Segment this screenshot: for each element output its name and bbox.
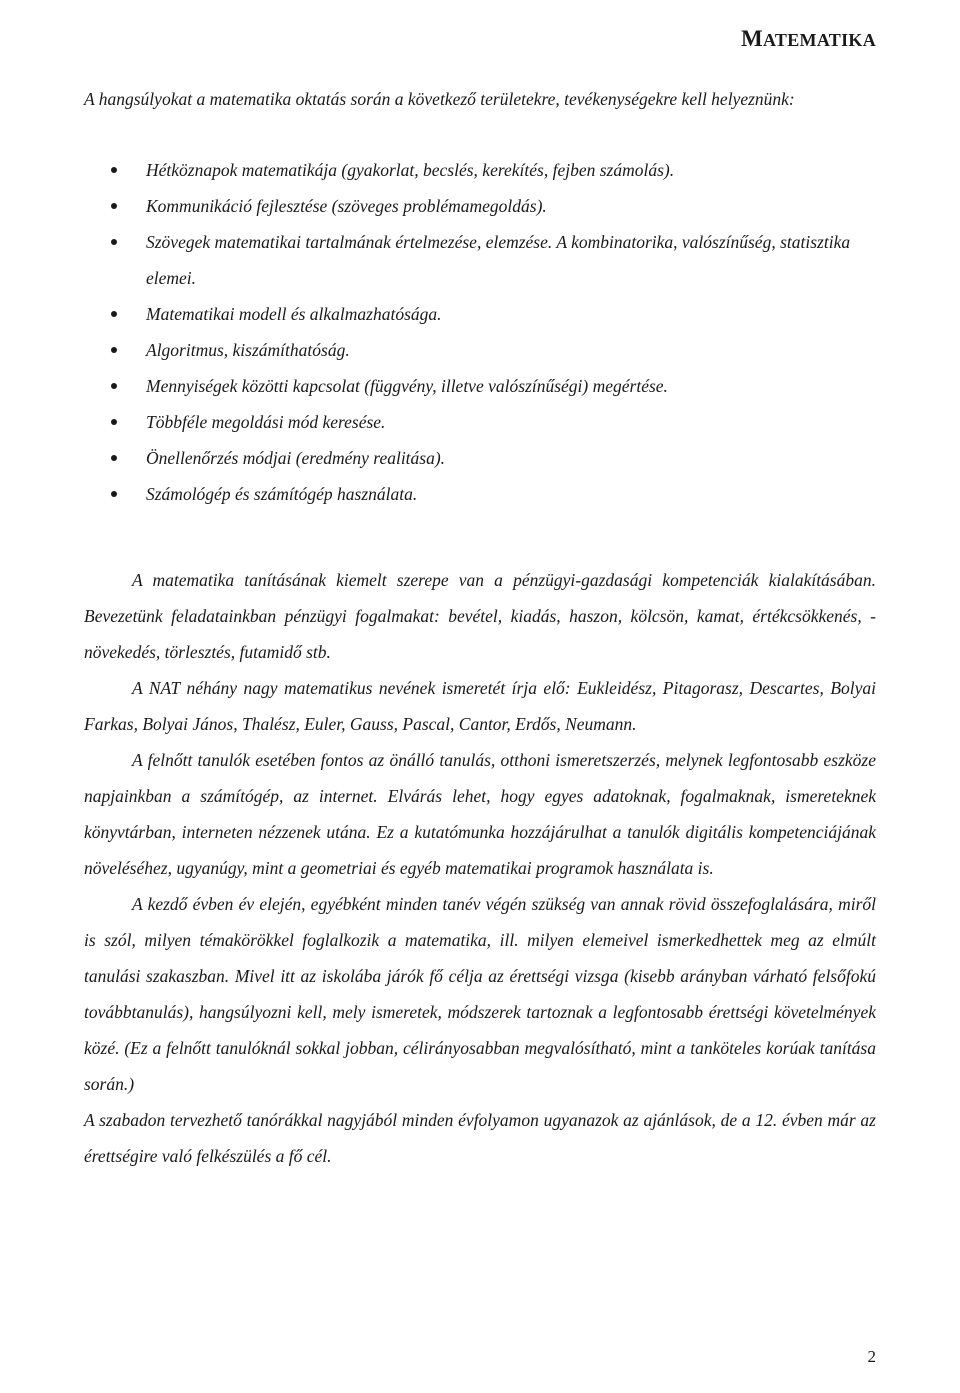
list-item-text: Kommunikáció fejlesztése (szöveges problémamegoldás). (146, 196, 547, 216)
list-item (84, 476, 876, 512)
list-item (84, 332, 876, 368)
list-item (84, 188, 876, 224)
paragraph-adult-learners: A felnőtt tanulók esetében fontos az önálló tanulás, otthoni ismeretszerzés, melynek legfontosabb eszköze napjainkban a számítógép, az internet. Elvárás lehet, hogy egyes adatoknak, fogalmaknak, ismereteknek könyvtárban, interneten nézzenek utána. Ez a kutatómunka hozzájárulhat a tanulók digitális kompetenciájának növeléséhez, ugyanúgy, mint a geometriai és egyéb matematikai programok használata is. (84, 750, 876, 878)
list-item-text: Többféle megoldási mód keresése. (146, 412, 386, 432)
paragraph-free-lessons: A szabadon tervezhető tanórákkal nagyjából minden évfolyamon ugyanazok az ajánlások, de a 12. évben már az érettségire való felkészülés a fő cél. (84, 1110, 876, 1166)
bullet-icon (111, 239, 117, 245)
list-item-text: Algoritmus, kiszámíthatóság. (146, 340, 350, 360)
bullet-list (84, 152, 876, 512)
bullet-icon (111, 491, 117, 497)
bullet-icon (111, 383, 117, 389)
list-item-text: Szövegek matematikai tartalmának értelmezése, elemzése. A kombinatorika, valószínűség, statisztika elemei. (146, 232, 851, 288)
bullet-icon (111, 311, 117, 317)
paragraph-financial: A matematika tanításának kiemelt szerepe van a pénzügyi-gazdasági kompetenciák kialakításában. Bevezetünk feladatainkban pénzügyi fogalmakat: bevétel, kiadás, haszon, kölcsön, kamat, értékcsökkenés, -növekedés, törlesztés, futamidő stb. (84, 570, 876, 662)
list-item (84, 152, 876, 188)
bullet-icon (111, 347, 117, 353)
list-item (84, 224, 876, 296)
paragraph-first-year: A kezdő évben év elején, egyébként minden tanév végén szükség van annak rövid összefoglalására, miről is szól, milyen témakörökkel foglalkozik a matematika, ill. milyen elemeivel ismerkedhettek meg az elmúlt tanulási szakaszban. Mivel itt az iskolába járók fő célja az érettségi vizsga (kisebb arányban várható felsőfokú továbbtanulás), hangsúlyozni kell, mely ismeretek, módszerek tartoznak a legfontosabb érettségi követelmények közé. (Ez a felnőtt tanulóknál sokkal jobban, célirányosabban megvalósítható, mint a tanköteles korúak tanítása során.) (84, 894, 876, 1094)
bullet-icon (111, 455, 117, 461)
intro-text: A hangsúlyokat a matematika oktatás során a következő területekre, tevékenységekre kell helyeznünk: (84, 89, 795, 109)
bullet-icon (111, 167, 117, 173)
bullet-icon (111, 419, 117, 425)
paragraph-mathematicians: A NAT néhány nagy matematikus nevének ismeretét írja elő: Eukleidész, Pitagorasz, Descartes, Bolyai Farkas, Bolyai János, Thalész, Euler, Gauss, Pascal, Cantor, Erdős, Neumann. (84, 678, 876, 734)
body-text (84, 562, 876, 1174)
list-item-text: Hétköznapok matematikája (gyakorlat, becslés, kerekítés, fejben számolás). (146, 160, 675, 180)
page-number: 2 (867, 1347, 876, 1366)
list-item-text: Matematikai modell és alkalmazhatósága. (146, 304, 442, 324)
list-item-text: Számológép és számítógép használata. (146, 484, 418, 504)
list-item (84, 368, 876, 404)
list-item (84, 296, 876, 332)
list-item (84, 440, 876, 476)
bullet-icon (111, 203, 117, 209)
page-title (741, 26, 876, 52)
title-initial: M (740, 26, 763, 51)
list-item-text: Mennyiségek közötti kapcsolat (függvény, illetve valószínűségi) megértése. (146, 376, 668, 396)
list-item-text: Önellenőrzés módjai (eredmény realitása). (146, 448, 446, 468)
list-item (84, 404, 876, 440)
title-rest: ATEMATIKA (762, 30, 876, 50)
